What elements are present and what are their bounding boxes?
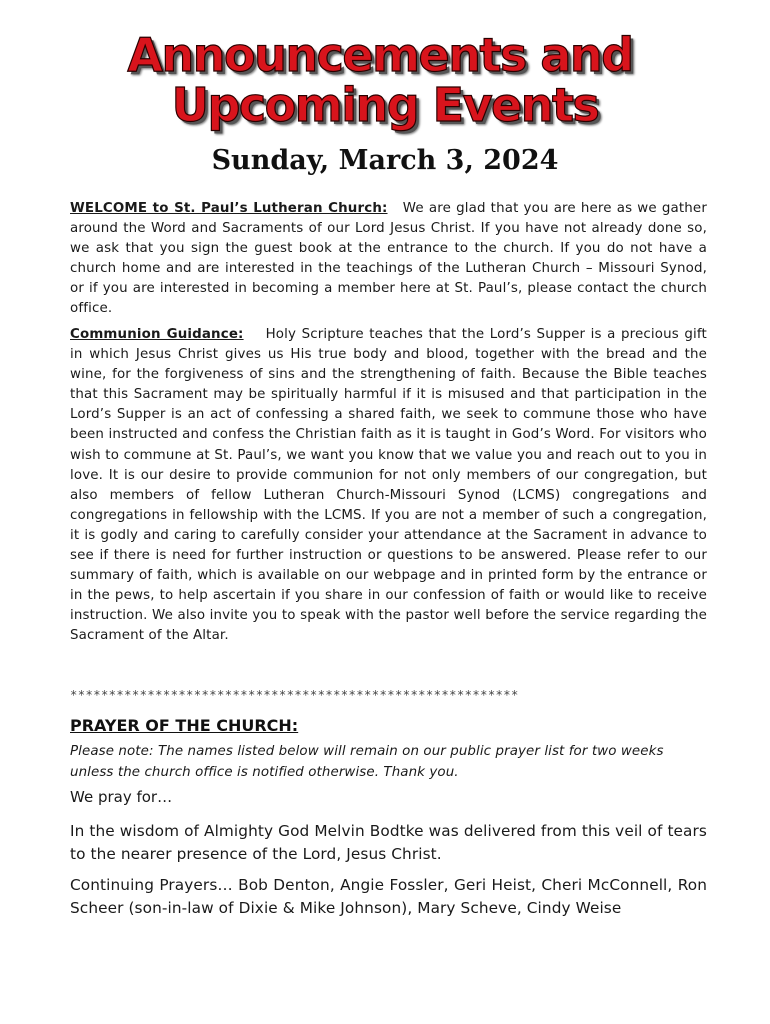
prayer-continuing: Continuing Prayers… Bob Denton, Angie Fossler, Geri Heist, Cheri McConnell, Ron Scheer (son-in-law of Dixie & Mike Johnson), Mary Scheve, Cindy Weise (70, 876, 707, 917)
prayer-heading: PRAYER OF THE CHURCH: (70, 716, 299, 735)
welcome-paragraph (70, 199, 707, 320)
prayer-note: Please note: The names listed below will remain on our public prayer list for two weeks unless the church office is notified otherwise. Thank you. (70, 744, 664, 780)
date-heading: Sunday, March 3, 2024 (211, 145, 559, 176)
banner-line-1: Announcements and (127, 28, 633, 82)
prayer-wisdom: In the wisdom of Almighty God Melvin Bodtke was delivered from this veil of tears to the nearer presence of the Lord, Jesus Christ. (70, 822, 707, 863)
communion-paragraph (70, 325, 707, 647)
announcements-banner (120, 30, 640, 140)
welcome-text: We are glad that you are here as we gather around the Word and Sacraments of our Lord Jesus Christ. If you have not already done so, we ask that you sign the guest book at the entrance to the church. If you do not have a church home and are interested in the teachings of the Lutheran Church – Missouri Synod, or if you are interested in becoming a member here at St. Paul’s, please contact the church office. (70, 201, 707, 317)
banner-line-2: Upcoming Events (171, 78, 599, 132)
communion-lead: Communion Guidance: (70, 327, 244, 342)
welcome-lead: WELCOME to St. Paul’s Lutheran Church: (70, 201, 388, 216)
star-separator: ********************************************************** (70, 688, 519, 702)
pray-for-line: We pray for… (70, 788, 173, 806)
communion-text: Holy Scripture teaches that the Lord’s Supper is a precious gift in which Jesus Christ gives us His true body and blood, together with the bread and the wine, for the forgiveness of sins and the strengthening of faith. Because the Bible teaches that this Sacrament may be spiritually harmful if it is misused and that participation in the Lord’s Supper is an act of confessing a shared faith, we seek to commune those who have been instructed and confess the Christian faith as it is taught in God’s Word. For visitors who wish to commune at St. Paul’s, we want you know that we value you and reach out to you in love. It is our desire to provide communion for not only members of our congregation, but also members of fellow Lutheran Church-Missouri Synod (LCMS) congregations and congregations in fellowship with the LCMS. If you are not a member of such a congregation, it is godly and caring to carefully consider your attendance at the Sacrament in advance to see if there is need for further instruction or questions to be answered. Please refer to our summary of faith, which is available on our webpage and in printed form by the entrance or in the pews, to help ascertain if you share in our confession of faith or would like to receive instruction. We also invite you to speak with the pastor well before the service regarding the Sacrament of the Altar. (70, 327, 707, 644)
